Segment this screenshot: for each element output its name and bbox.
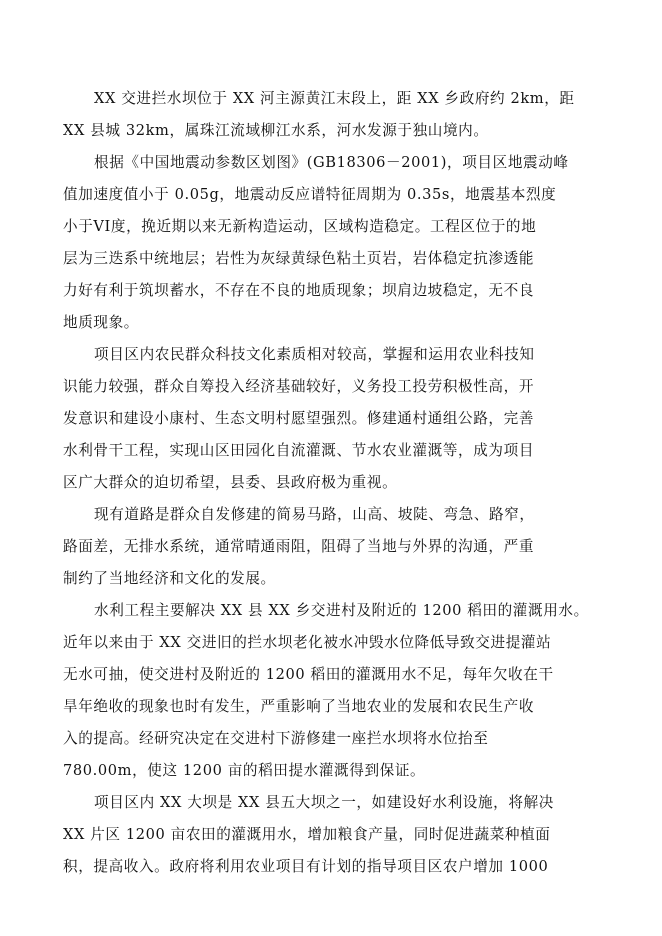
paragraph-5-line-6: 780.00m，使这 1200 亩的稻田提水灌溉得到保证。 [63,762,426,779]
paragraph-6-line-1: 项目区内 XX 大坝是 XX 县五大坝之一，如建设好水利设施，将解决 [94,794,554,811]
paragraph-1-line-2: XX 县城 32km，属珠江流域柳江水系，河水发源于独山境内。 [63,122,489,139]
paragraph-2-line-2: 值加速度值小于 0.05g，地震动反应谱特征周期为 0.35s，地震基本烈度 [63,186,557,203]
paragraph-3-line-3: 发意识和建设小康村、生态文明村愿望强烈。修建通村通组公路，完善 [63,410,535,427]
paragraph-2-line-4: 层为三迭系中统地层；岩性为灰绿黄绿色粘土页岩，岩体稳定抗渗透能 [63,250,535,267]
paragraph-2-line-5: 力好有利于筑坝蓄水，不存在不良的地质现象；坝肩边坡稳定，无不良 [63,282,535,299]
paragraph-5-line-5: 入的提高。经研究决定在交进村下游修建一座拦水坝将水位抬至 [63,730,489,747]
paragraph-6-line-2: XX 片区 1200 亩农田的灌溉用水，增加粮食产量，同时促进蔬菜种植面 [63,826,551,843]
paragraph-5-line-3: 无水可抽，使交进村及附近的 1200 稻田的灌溉用水不足，每年欠收在干 [63,666,554,683]
paragraph-3-line-4: 水利骨干工程，实现山区田园化自流灌溉、节水农业灌溉等，成为项目 [63,442,535,459]
paragraph-5-line-4: 旱年绝收的现象也时有发生，严重影响了当地农业的发展和农民生产收 [63,698,535,715]
paragraph-5-line-2: 近年以来由于 XX 交进旧的拦水坝老化被水冲毁水位降低导致交进提灌站 [63,634,552,651]
paragraph-3-line-1: 项目区内农民群众科技文化素质相对较高，掌握和运用农业科技知 [94,346,535,363]
paragraph-6-line-3: 积，提高收入。政府将利用农业项目有计划的指导项目区农户增加 1000 [63,858,549,875]
paragraph-3-line-2: 识能力较强，群众自筹投入经济基础较好，义务投工投劳积极性高，开 [63,378,535,395]
paragraph-2-line-3: 小于VI度，挽近期以来无新构造运动，区域构造稳定。工程区位于的地 [63,218,537,235]
paragraph-1-line-1: XX 交进拦水坝位于 XX 河主源黄江末段上，距 XX 乡政府约 2km，距 [94,90,575,107]
paragraph-3-line-5: 区广大群众的迫切希望，县委、县政府极为重视。 [63,474,398,491]
paragraph-2-line-6: 地质现象。 [63,314,139,331]
paragraph-5-line-1: 水利工程主要解决 XX 县 XX 乡交进村及附近的 1200 稻田的灌溉用水。 [94,602,589,619]
paragraph-4-line-2: 路面差，无排水系统，通常晴通雨阻，阻碍了当地与外界的沟通，严重 [63,538,535,555]
paragraph-2-line-1: 根据《中国地震动参数区划图》(GB18306－2001)，项目区地震动峰 [94,154,569,171]
paragraph-4-line-3: 制约了当地经济和文化的发展。 [63,570,276,587]
paragraph-4-line-1: 现有道路是群众自发修建的简易马路，山高、坡陡、弯急、路窄， [94,506,535,523]
